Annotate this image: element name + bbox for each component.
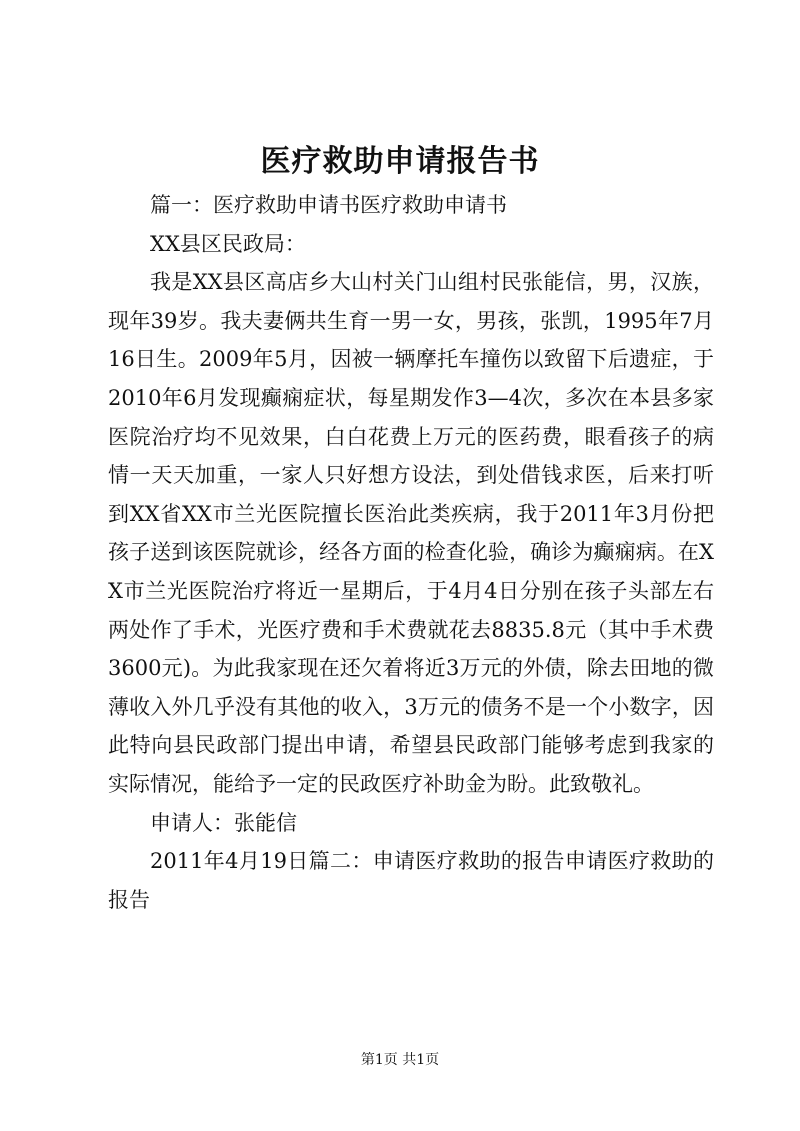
document-title: 医疗救助申请报告书 bbox=[260, 144, 540, 179]
paragraph-applicant: 申请人：张能信 bbox=[150, 810, 297, 835]
paragraph-addressee: XX县区民政局： bbox=[150, 231, 306, 256]
document-body bbox=[108, 186, 714, 919]
paragraph-date-and-next-section: 2011年4月19日篇二：申请医疗救助的报告申请医疗救助的报告 bbox=[108, 849, 714, 912]
paragraph-section-heading: 篇一：医疗救助申请书医疗救助申请书 bbox=[150, 193, 507, 217]
paragraph-main-body: 我是XX县区高店乡大山村关门山组村民张能信，男，汉族，现年39岁。我夫妻俩共生育一男一女，男孩，张凯，1995年7月16日生。2009年5月，因被一辆摩托车撞伤以致留下后遗症，于2010年6月发现癫痫症状，每星期发作3—4次，多次在本县多家医院治疗均不见效果，白白花费上万元的医药费，眼看孩子的病情一天天加重，一家人只好想方设法，到处借钱求医，后来打听到XX省XX市兰光医院擅长医治此类疾病，我于2011年3月份把孩子送到该医院就诊，经各方面的检查化验，确诊为癫痫病。在XX市兰光医院治疗将近一星期后，于4月4日分别在孩子头部左右两处作了手术，光医疗费和手术费就花去8835.8元（其中手术费3600元)。为此我家现在还欠着将近3万元的外债，除去田地的微薄收入外几乎没有其他的收入，3万元的债务不是一个小数字，因此特向县民政部门提出申请，希望县民政部门能够考虑到我家的实际情况，能给予一定的民政医疗补助金为盼。此致敬礼。 bbox=[108, 270, 714, 796]
page-footer: 第1页 共1页 bbox=[360, 1052, 440, 1068]
